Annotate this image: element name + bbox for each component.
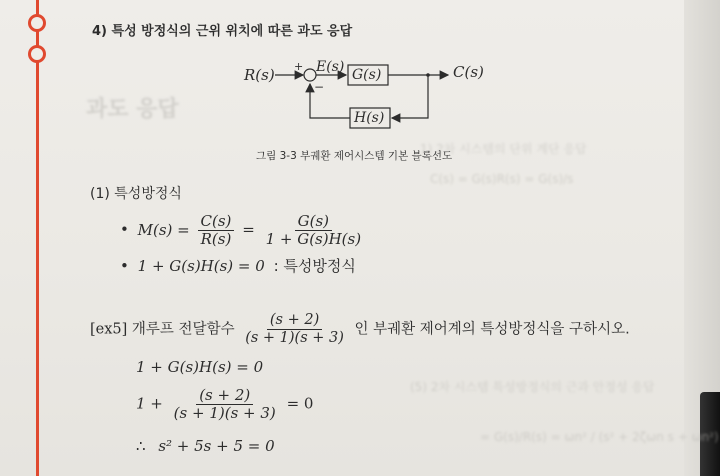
output-label: C(s) (453, 63, 484, 81)
bleed-heading: 과도 응답 (86, 97, 179, 122)
characteristic-label: : 특성방정식 (273, 257, 356, 275)
bullet-dot: • (120, 257, 129, 275)
bleed-line-4: = G(s)/R(s) = ωn² / (s² + 2ζωn s + ωn²) (480, 430, 719, 444)
solution-step-2 (136, 387, 313, 422)
step2-prefix: 1 + (136, 394, 163, 413)
bleed-line-3: (5) 2차 시스템 특성방정식의 근과 안정성 응답 (410, 380, 655, 394)
fraction-numerator: C(s) (198, 213, 235, 231)
error-label: E(s) (316, 59, 345, 75)
m-of-s-lhs: M(s) = (137, 220, 190, 239)
fraction-numerator: (s + 2) (196, 387, 253, 405)
solution-step-3 (136, 436, 275, 456)
closed-loop-fraction-2 (263, 213, 365, 248)
example-prompt (90, 312, 630, 347)
example-prefix: 개루프 전달함수 (131, 321, 235, 338)
minus-sign: − (314, 80, 325, 94)
example-suffix: 인 부궤환 제어계의 특성방정식을 구하시오. (354, 321, 630, 338)
open-loop-fraction (242, 312, 347, 347)
example-tag: [ex5] (90, 321, 128, 338)
therefore-symbol: ∴ (136, 437, 146, 455)
forward-block-label: G(s) (352, 67, 382, 83)
fraction-denominator: (s + 1)(s + 3) (245, 330, 344, 346)
solution-step-1: 1 + G(s)H(s) = 0 (136, 358, 264, 376)
subsection-heading: (1) 특성방정식 (90, 186, 182, 202)
fraction-numerator: (s + 2) (267, 312, 322, 330)
section-title: 4) 특성 방정식의 근위 위치에 따른 과도 응답 (92, 24, 353, 39)
final-characteristic-equation: s² + 5s + 5 = 0 (158, 437, 275, 455)
figure-caption: 그림 3-3 부궤환 제어시스템 기본 블록선도 (256, 150, 453, 162)
feedback-path-right (392, 75, 428, 118)
feedback-block-label: H(s) (354, 110, 385, 126)
step2-suffix: = 0 (286, 394, 314, 413)
plus-sign: + (294, 60, 304, 73)
bullet-2 (120, 256, 356, 276)
step2-fraction (171, 387, 279, 422)
bullet-1 (120, 213, 367, 248)
bleed-line-2: C(s) = G(s)R(s) = G(s)/s (430, 172, 574, 186)
bleed-line-1: 1) 2차 시스템의 단위 계단 응답 (420, 142, 587, 156)
equals-sign: = (242, 220, 255, 239)
closed-loop-fraction-1 (198, 213, 235, 248)
fraction-numerator: G(s) (295, 213, 332, 231)
input-label: R(s) (244, 66, 275, 84)
bullet-dot: • (120, 220, 129, 239)
fraction-denominator: R(s) (200, 230, 232, 248)
characteristic-expression: 1 + G(s)H(s) = 0 (137, 257, 265, 275)
fraction-denominator: 1 + G(s)H(s) (265, 230, 362, 248)
fraction-denominator: (s + 1)(s + 3) (173, 404, 276, 422)
